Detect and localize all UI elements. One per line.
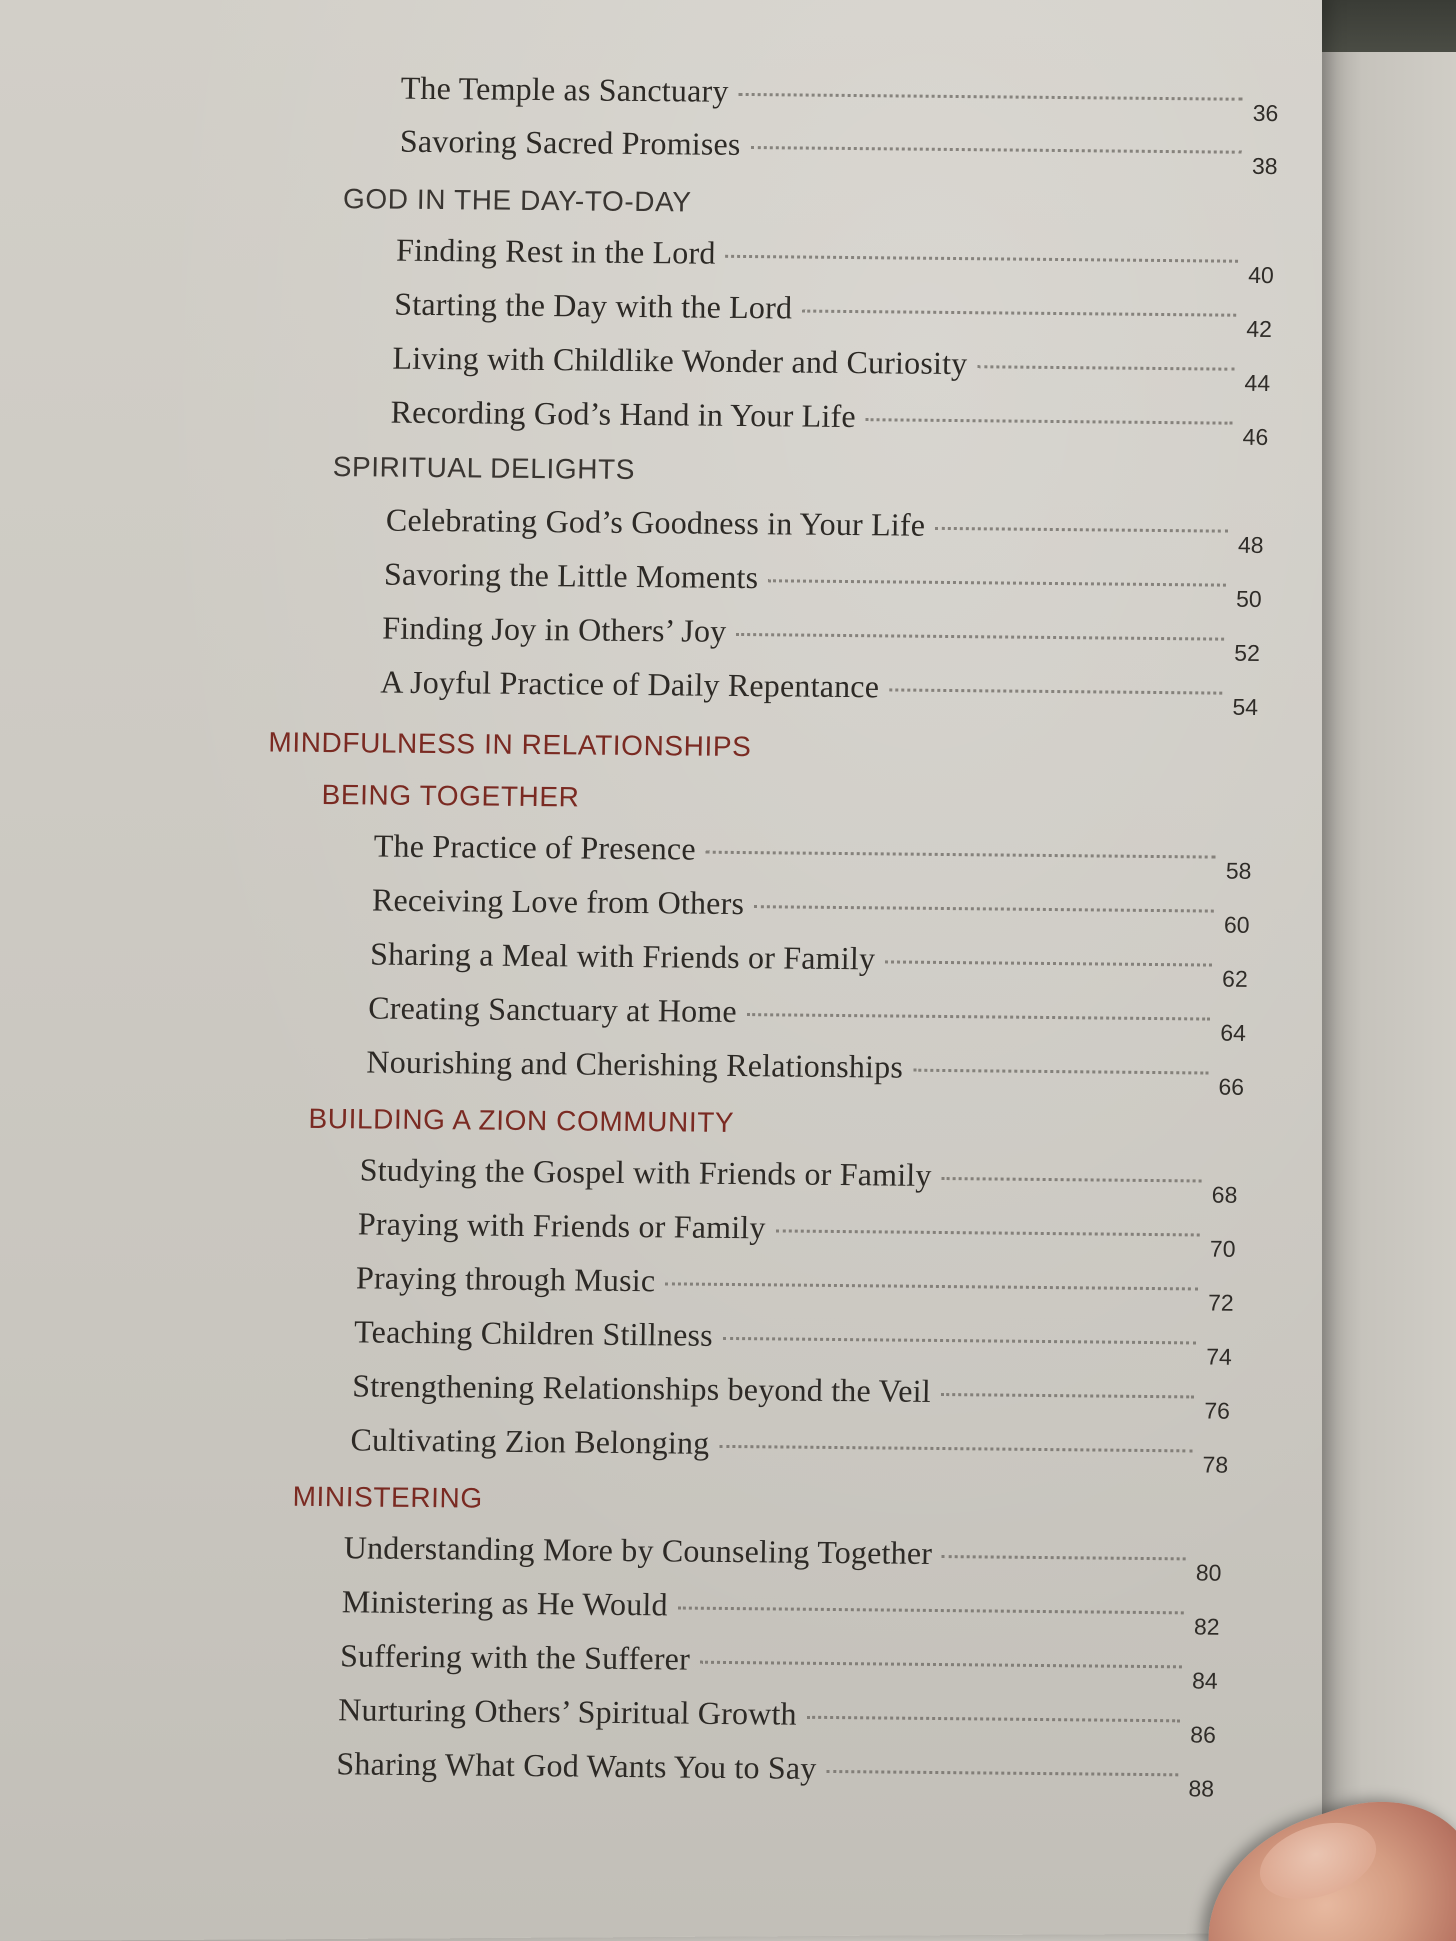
page-number: 64 bbox=[1220, 1019, 1247, 1046]
dot-leader bbox=[802, 310, 1236, 317]
page-number: 70 bbox=[1209, 1235, 1236, 1262]
toc-entry bbox=[341, 1583, 1220, 1639]
section-heading: BUILDING A ZION COMMUNITY bbox=[308, 1102, 735, 1138]
toc-entry bbox=[356, 1259, 1235, 1315]
dot-leader bbox=[754, 905, 1214, 912]
toc-entry bbox=[384, 556, 1263, 612]
page-number: 36 bbox=[1252, 99, 1279, 127]
background-strip bbox=[1322, 0, 1456, 52]
entry-title: Teaching Children Stillness bbox=[353, 1313, 714, 1353]
dot-leader bbox=[913, 1069, 1209, 1075]
dot-leader bbox=[751, 146, 1243, 154]
section-heading: GOD IN THE DAY-TO-DAY bbox=[342, 183, 692, 218]
dot-leader bbox=[719, 1445, 1192, 1453]
page-number: 84 bbox=[1191, 1667, 1218, 1694]
page-number: 40 bbox=[1248, 261, 1275, 289]
page-number: 58 bbox=[1225, 857, 1252, 884]
dot-leader bbox=[942, 1177, 1202, 1183]
toc-entry bbox=[354, 1313, 1233, 1369]
toc-entry bbox=[359, 1151, 1238, 1207]
toc-entry bbox=[338, 1691, 1217, 1747]
entry-title: Nourishing and Cherishing Relationships bbox=[366, 1043, 904, 1085]
dot-leader bbox=[739, 93, 1244, 101]
entry-title: Sharing What God Wants You to Say bbox=[336, 1745, 817, 1786]
toc-entry bbox=[399, 123, 1278, 179]
page-number: 48 bbox=[1237, 531, 1264, 559]
entry-title: Suffering with the Sufferer bbox=[339, 1637, 691, 1677]
toc-entry bbox=[350, 1421, 1229, 1477]
entry-title: Starting the Day with the Lord bbox=[394, 285, 793, 326]
toc-entry bbox=[373, 827, 1252, 883]
entry-title: Celebrating God’s Goodness in Your Life bbox=[385, 501, 926, 543]
toc-entry bbox=[366, 1043, 1245, 1099]
dot-leader bbox=[889, 688, 1223, 694]
toc-entry bbox=[368, 989, 1247, 1045]
part-heading: MINDFULNESS IN RELATIONSHIPS bbox=[268, 726, 752, 763]
section-heading: MINISTERING bbox=[292, 1480, 484, 1514]
dot-leader bbox=[942, 1555, 1186, 1560]
entry-title: The Temple as Sanctuary bbox=[400, 69, 729, 109]
page-number: 62 bbox=[1221, 965, 1248, 992]
page-number: 74 bbox=[1206, 1343, 1233, 1370]
toc-entry bbox=[336, 1745, 1215, 1801]
entry-title: Cultivating Zion Belonging bbox=[350, 1421, 710, 1461]
dot-leader bbox=[726, 255, 1239, 263]
toc-entry bbox=[352, 1367, 1231, 1423]
entry-title: Receiving Love from Others bbox=[371, 881, 745, 922]
toc-entry bbox=[400, 70, 1279, 126]
page-number: 68 bbox=[1211, 1181, 1238, 1208]
page-number: 86 bbox=[1190, 1721, 1217, 1748]
toc-entry bbox=[382, 610, 1261, 666]
page-number: 66 bbox=[1218, 1073, 1245, 1100]
entry-title: A Joyful Practice of Daily Repentance bbox=[380, 663, 880, 705]
toc-entry bbox=[394, 286, 1273, 342]
entry-title: The Practice of Presence bbox=[373, 827, 697, 867]
dot-leader bbox=[706, 851, 1216, 859]
toc-entry bbox=[380, 664, 1259, 720]
dot-leader bbox=[776, 1229, 1201, 1236]
dot-leader bbox=[678, 1607, 1185, 1615]
page-number: 80 bbox=[1195, 1559, 1222, 1586]
toc-entry bbox=[385, 502, 1264, 558]
page-number: 78 bbox=[1202, 1451, 1229, 1478]
dot-leader bbox=[826, 1770, 1178, 1776]
next-page-edge bbox=[1322, 0, 1456, 1941]
entry-title: Praying with Friends or Family bbox=[357, 1205, 766, 1246]
entry-title: Strengthening Relationships beyond the Veil bbox=[352, 1367, 932, 1409]
toc-entry bbox=[390, 394, 1269, 450]
page-number: 76 bbox=[1204, 1397, 1231, 1424]
entry-title: Living with Childlike Wonder and Curiosity bbox=[392, 339, 968, 382]
dot-leader bbox=[700, 1661, 1182, 1669]
entry-title: Recording God’s Hand in Your Life bbox=[390, 393, 857, 435]
page-number: 72 bbox=[1207, 1289, 1234, 1316]
dot-leader bbox=[935, 527, 1228, 533]
toc-entry bbox=[340, 1637, 1219, 1693]
page-number: 42 bbox=[1246, 315, 1273, 343]
entry-title: Praying through Music bbox=[355, 1259, 656, 1299]
entry-title: Sharing a Meal with Friends or Family bbox=[369, 935, 876, 977]
toc-entry bbox=[392, 340, 1271, 396]
page-number: 50 bbox=[1235, 585, 1262, 612]
entry-title: Nurturing Others’ Spiritual Growth bbox=[337, 1691, 798, 1732]
entry-title: Savoring Sacred Promises bbox=[399, 122, 741, 162]
page-number: 44 bbox=[1244, 369, 1271, 397]
page-number: 54 bbox=[1232, 693, 1259, 720]
section-heading: BEING TOGETHER bbox=[321, 778, 580, 813]
page-number: 60 bbox=[1223, 911, 1250, 938]
page-number: 46 bbox=[1242, 423, 1269, 451]
page-number: 52 bbox=[1234, 639, 1261, 666]
toc-entry bbox=[396, 232, 1275, 288]
dot-leader bbox=[665, 1282, 1198, 1290]
toc-entry bbox=[343, 1529, 1222, 1585]
dot-leader bbox=[941, 1393, 1195, 1398]
page-number: 82 bbox=[1193, 1613, 1220, 1640]
entry-title: Finding Rest in the Lord bbox=[395, 231, 716, 271]
section-heading: SPIRITUAL DELIGHTS bbox=[332, 451, 636, 485]
entry-title: Studying the Gospel with Friends or Family bbox=[359, 1151, 932, 1193]
page-number: 38 bbox=[1251, 152, 1278, 180]
entry-title: Savoring the Little Moments bbox=[383, 555, 759, 596]
dot-leader bbox=[866, 418, 1233, 425]
dot-leader bbox=[747, 1013, 1211, 1020]
dot-leader bbox=[768, 579, 1226, 586]
entry-title: Finding Joy in Others’ Joy bbox=[381, 609, 727, 649]
toc-entry bbox=[357, 1205, 1236, 1261]
entry-title: Understanding More by Counseling Together bbox=[343, 1529, 933, 1571]
dot-leader bbox=[723, 1337, 1197, 1345]
dot-leader bbox=[807, 1716, 1181, 1723]
dot-leader bbox=[736, 633, 1224, 641]
toc-entry bbox=[370, 935, 1249, 991]
entry-title: Creating Sanctuary at Home bbox=[368, 989, 738, 1030]
dot-leader bbox=[885, 960, 1212, 966]
toc-entry bbox=[372, 881, 1251, 937]
page-number: 88 bbox=[1188, 1775, 1215, 1802]
entry-title: Ministering as He Would bbox=[341, 1583, 669, 1623]
dot-leader bbox=[977, 365, 1234, 370]
